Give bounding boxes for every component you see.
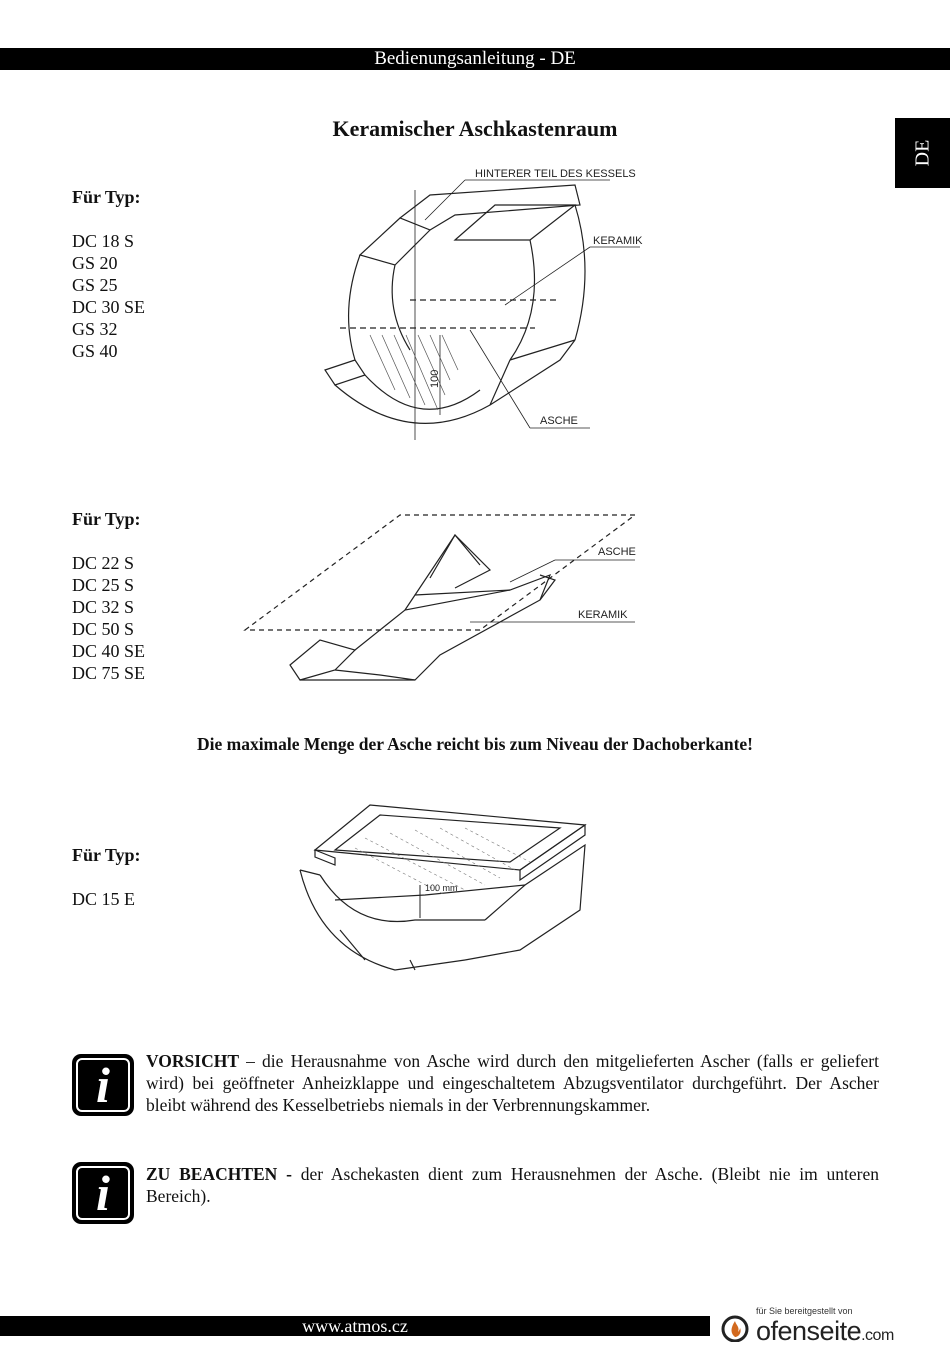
model-item: DC 30 SE bbox=[72, 297, 146, 317]
model-item: DC 75 SE bbox=[72, 663, 146, 683]
header-title: Bedienungsanleitung - DE bbox=[374, 48, 576, 69]
type-label: Für Typ: bbox=[72, 187, 141, 207]
language-tab-label: DE bbox=[911, 139, 933, 167]
notice-note bbox=[146, 1163, 879, 1207]
model-item: DC 18 S bbox=[72, 231, 135, 251]
label-ash: ASCHE bbox=[598, 546, 636, 558]
ceramic-ash-space-diagram-1 bbox=[310, 160, 670, 450]
model-item: DC 25 S bbox=[72, 575, 135, 595]
ceramic-ash-space-diagram-3 bbox=[295, 800, 595, 980]
brand-name: ofenseite.com bbox=[756, 1316, 894, 1346]
flame-logo-icon bbox=[720, 1312, 750, 1342]
header-bar bbox=[0, 48, 950, 70]
notice-lead: ZU BEACHTEN - bbox=[146, 1164, 292, 1184]
footer-bar bbox=[0, 1316, 710, 1336]
brand-tagline: für Sie bereitgestellt von bbox=[756, 1306, 853, 1316]
type-list-2 bbox=[72, 508, 145, 684]
type-label: Für Typ: bbox=[72, 509, 141, 529]
type-list-1 bbox=[72, 186, 145, 362]
ceramic-ash-space-diagram-2 bbox=[240, 510, 640, 695]
model-item: GS 40 bbox=[72, 341, 118, 361]
model-item: DC 22 S bbox=[72, 553, 135, 573]
model-item: DC 40 SE bbox=[72, 641, 146, 661]
page-title: Keramischer Aschkastenraum bbox=[332, 116, 618, 141]
info-icon: i bbox=[72, 1162, 134, 1224]
notice-body: – die Herausnahme von Asche wird durch den mitgelieferten Ascher (falls er geliefert wird) bei geöffneter Anheizklappe und eingeschaltetem Abzugsventilator durchgeführt. Der Ascher bleibt während des Kesselbetriebs niemals in der Verbrennungskammer. bbox=[146, 1051, 879, 1115]
footer-url[interactable]: www.atmos.cz bbox=[302, 1316, 408, 1336]
notice-caution bbox=[146, 1050, 879, 1116]
max-ash-note: Die maximale Menge der Asche reicht bis zum Niveau der Dachoberkante! bbox=[196, 734, 754, 754]
type-list-3 bbox=[72, 844, 141, 910]
label-ceramic: KERAMIK bbox=[578, 609, 628, 621]
notice-body: der Aschekasten dient zum Herausnehmen der Asche. (Bleibt nie im unteren Bereich). bbox=[146, 1164, 879, 1206]
dimension-label: 100 bbox=[429, 369, 441, 388]
notice-lead: VORSICHT bbox=[146, 1051, 240, 1071]
model-item: DC 32 S bbox=[72, 597, 135, 617]
type-label: Für Typ: bbox=[72, 845, 141, 865]
label-ash: ASCHE bbox=[540, 415, 578, 427]
info-icon: i bbox=[72, 1054, 134, 1116]
brand-logo[interactable] bbox=[718, 1306, 950, 1346]
label-ceramic: KERAMIK bbox=[593, 235, 643, 247]
label-back-part: HINTERER TEIL DES KESSELS bbox=[475, 168, 636, 180]
model-item: DC 50 S bbox=[72, 619, 135, 639]
model-item: GS 25 bbox=[72, 275, 118, 295]
model-item: DC 15 E bbox=[72, 889, 135, 909]
model-item: GS 32 bbox=[72, 319, 118, 339]
dimension-label: 100 mm bbox=[425, 883, 458, 893]
model-item: GS 20 bbox=[72, 253, 118, 273]
